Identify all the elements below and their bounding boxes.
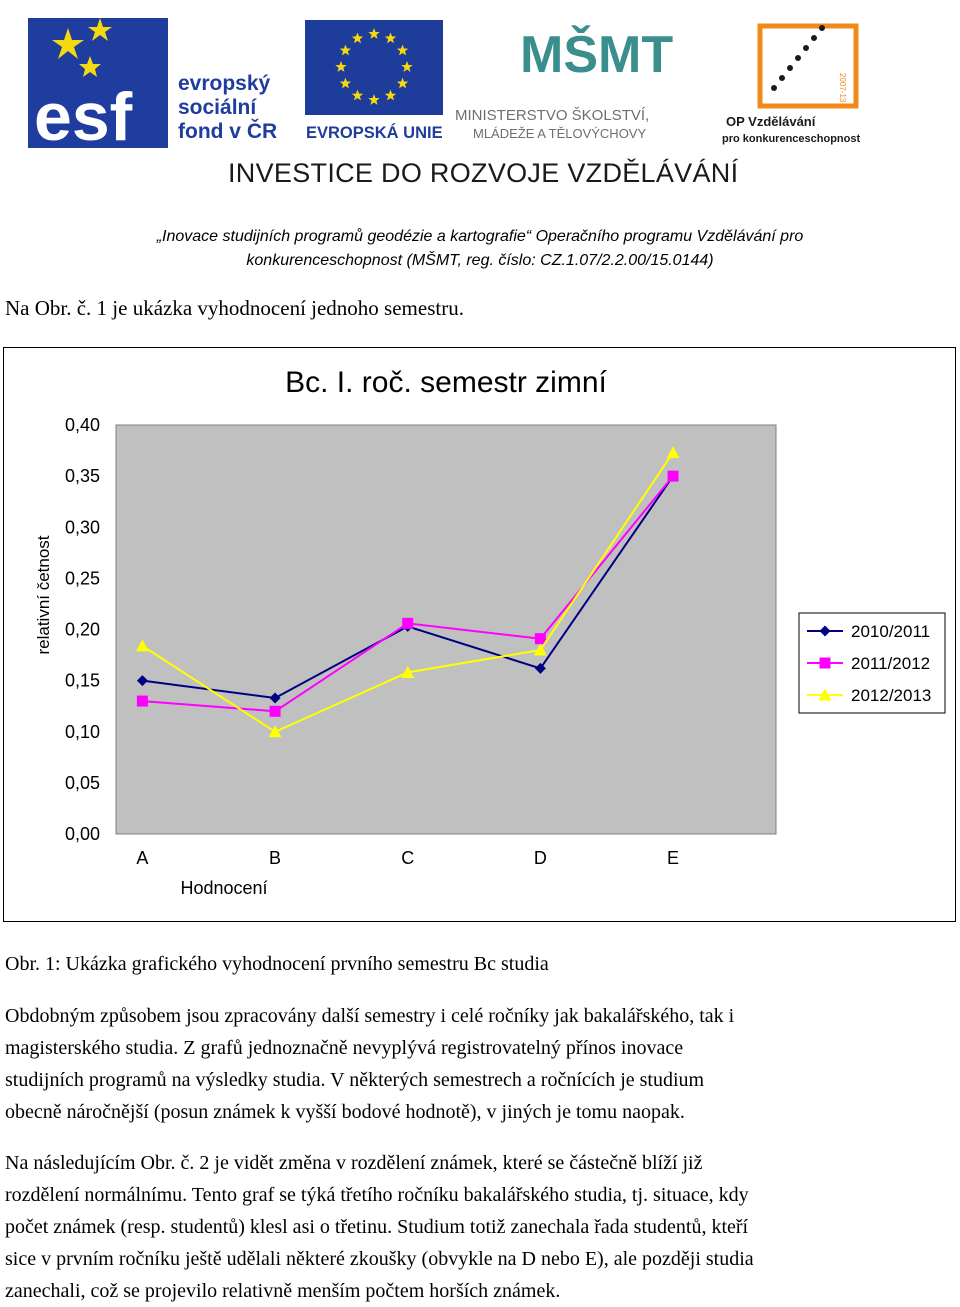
plot-area — [116, 425, 776, 834]
data-point-2011-2012 — [137, 696, 148, 707]
paragraph-1-line: Obdobným způsobem jsou zpracovány další semestry i celé ročníky jak bakalářského, tak i — [5, 1005, 735, 1027]
investice-banner: INVESTICE DO ROZVOJE VZDĚLÁVÁNÍ — [228, 158, 739, 188]
svg-text:evropský: evropský — [178, 72, 271, 95]
chart-title: Bc. I. roč. semestr zimní — [285, 366, 607, 399]
x-tick-label: D — [533, 848, 547, 868]
paragraph-1-line: studijních programů na výsledky studia. V některých semestrech a ročnících je studium — [5, 1069, 705, 1091]
paragraph-1-line: obecně náročnější (posun známek k vyšší bodové hodnotě), v jiných je tomu naopak. — [5, 1101, 685, 1123]
legend-marker — [820, 658, 831, 669]
svg-text:fond v ČR: fond v ČR — [178, 120, 278, 143]
chart-frame — [3, 347, 956, 922]
paragraph-2-line: počet známek (resp. studentů) klesl asi o třetinu. Studium totiž zanechala řada studentů, kteří — [5, 1216, 749, 1238]
chart-legend — [799, 613, 945, 713]
y-tick-label: 0,30 — [64, 517, 100, 538]
msmt-logo — [455, 20, 715, 145]
y-tick-label: 0,10 — [64, 721, 100, 742]
svg-text:sociální: sociální — [178, 96, 257, 119]
paragraph-1-line: magisterského studia. Z grafů jednoznačně nevyplývá registrovatelný přínos inovace — [5, 1037, 684, 1059]
data-point-2011-2012 — [668, 471, 679, 482]
op-vk-logo — [722, 18, 882, 148]
y-tick-label: 0,40 — [64, 415, 100, 435]
project-title-line-1: „Inovace studijních programů geodézie a kartografie“ Operačního programu Vzdělávání pro — [156, 228, 804, 245]
chart-svg — [4, 348, 957, 923]
x-tick-labels — [136, 848, 679, 868]
y-tick-label: 0,00 — [64, 824, 100, 844]
y-tick-label: 0,25 — [64, 568, 100, 589]
svg-text:2007-13: 2007-13 — [838, 73, 847, 103]
x-axis-label: Hodnocení — [180, 878, 268, 898]
y-tick-label: 0,05 — [64, 772, 100, 793]
svg-text:esf: esf — [34, 79, 133, 148]
paragraph-2-line: zanechali, což se projevilo relativně menším počtem horších známek. — [5, 1280, 561, 1302]
x-tick-label: A — [136, 848, 149, 868]
logo-band — [0, 0, 960, 200]
project-title-line-2: konkurenceschopnost (MŠMT, reg. číslo: CZ.1.07/2.2.00/15.0144) — [246, 252, 714, 269]
x-tick-label: E — [667, 848, 680, 868]
paragraph-1 — [5, 1000, 910, 1128]
esf-logo — [28, 18, 298, 148]
data-point-2011-2012 — [270, 706, 281, 717]
paragraph-2-line: Na následujícím Obr. č. 2 je vidět změna v rozdělení známek, které se částečně blíží již — [5, 1152, 703, 1174]
x-tick-label: B — [269, 848, 282, 868]
y-tick-label: 0,35 — [64, 466, 100, 487]
y-tick-labels — [65, 415, 100, 844]
legend-label: 2010/2011 — [851, 622, 931, 641]
svg-text:EVROPSKÁ UNIE: EVROPSKÁ UNIE — [306, 124, 443, 142]
intro-sentence: Na Obr. č. 1 je ukázka vyhodnocení jednoho semestru. — [5, 296, 464, 320]
y-tick-label: 0,15 — [64, 670, 100, 691]
paragraph-2-line: sice v prvním ročníku ještě udělali některé zkoušky (obvykle na D nebo E), ale později studia — [5, 1248, 754, 1270]
svg-text:MŠMT: MŠMT — [520, 26, 674, 84]
svg-text:MLÁDEŽE A TĚLOVÝCHOVY: MLÁDEŽE A TĚLOVÝCHOVY — [473, 126, 647, 141]
svg-text:MINISTERSTVO ŠKOLSTVÍ,: MINISTERSTVO ŠKOLSTVÍ, — [455, 107, 650, 124]
svg-text:OP Vzdělávání: OP Vzdělávání — [726, 114, 816, 129]
paragraph-2 — [5, 1147, 910, 1307]
legend-label: 2012/2013 — [851, 686, 932, 705]
y-axis-label: relativní četnost — [34, 535, 53, 655]
figure-caption: Obr. 1: Ukázka grafického vyhodnocení prvního semestru Bc studia — [5, 953, 549, 975]
data-point-2011-2012 — [402, 618, 413, 629]
svg-text:pro konkurenceschopnost: pro konkurenceschopnost — [722, 133, 861, 145]
eu-flag-logo — [305, 20, 445, 145]
paragraph-2-line: rozdělení normálnímu. Tento graf se týká třetího ročníku bakalářského studia, tj. situace, kdy — [5, 1184, 749, 1206]
legend-label: 2011/2012 — [851, 654, 931, 673]
y-tick-label: 0,20 — [64, 619, 100, 640]
x-tick-label: C — [401, 848, 415, 868]
